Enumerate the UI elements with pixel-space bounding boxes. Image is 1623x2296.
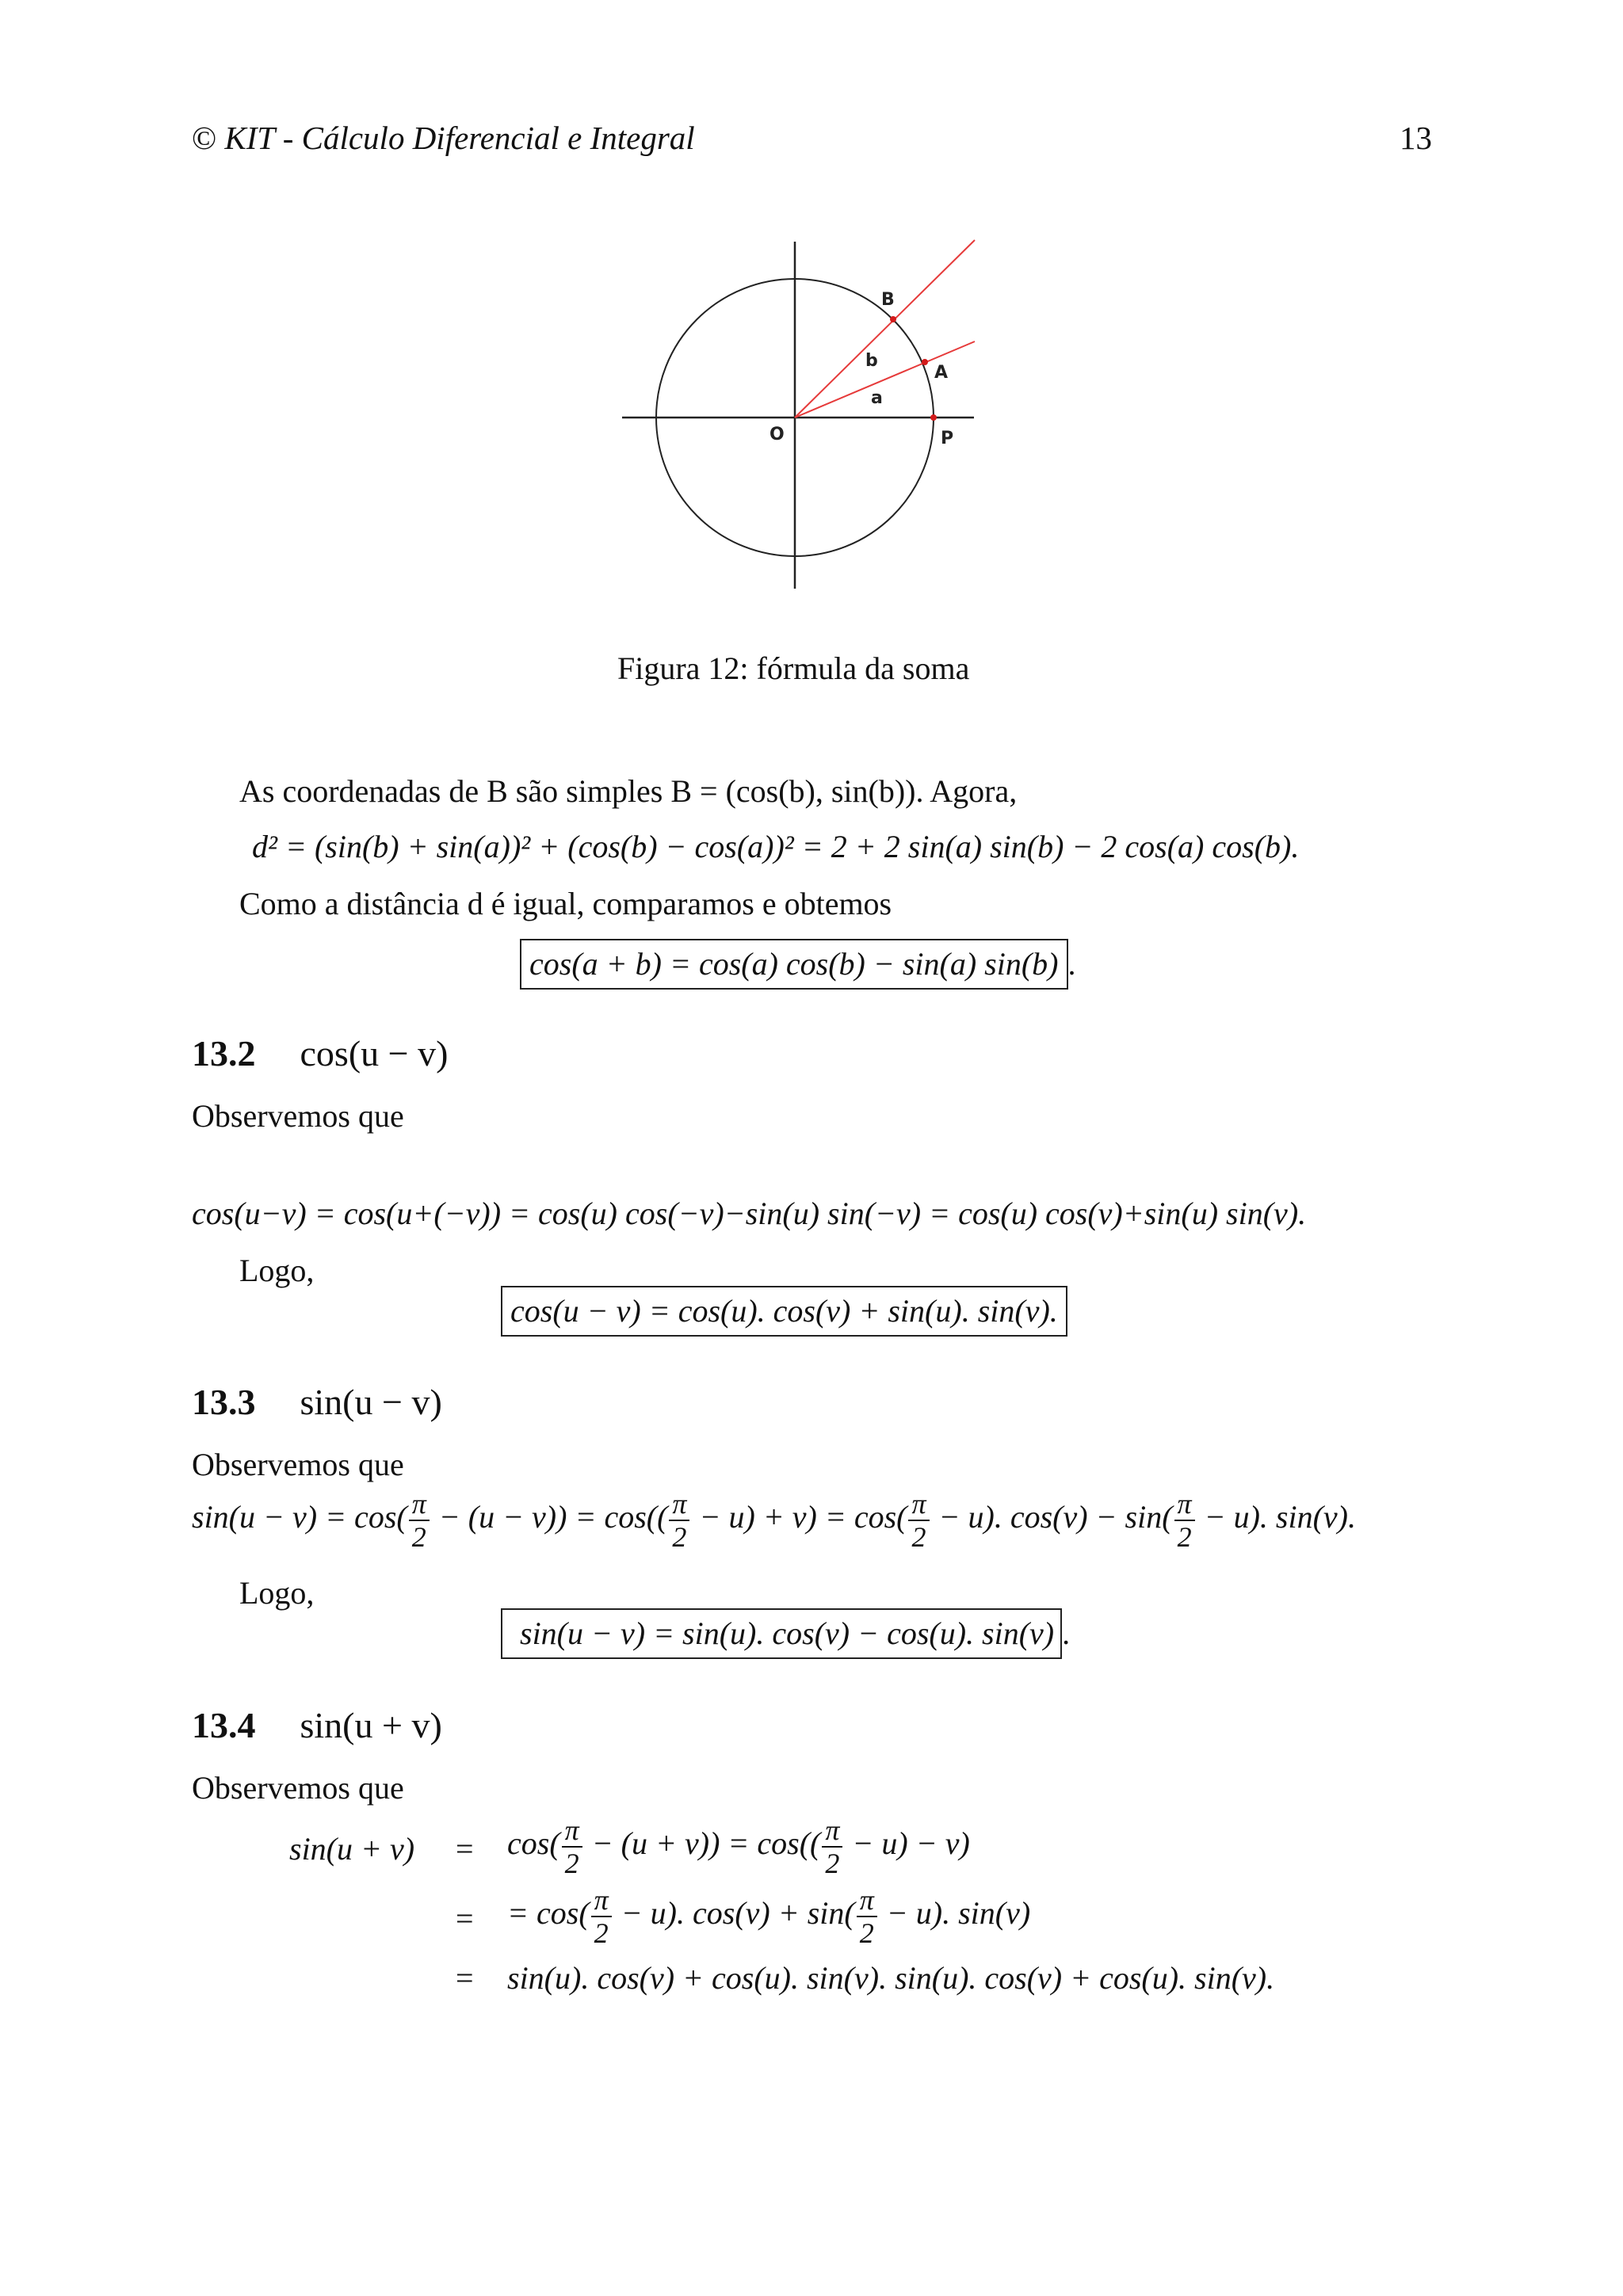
boxed-result-cos-sum: cos(a + b) = cos(a) cos(b) − sin(a) sin(b) — [520, 939, 1068, 990]
boxed-result-cos-diff-wrap — [501, 1286, 1067, 1337]
formula-part: sin(u − v) = cos( — [192, 1499, 407, 1535]
section-number: 13.4 — [192, 1705, 256, 1745]
pi-over-2: $\frac{\pi}{2}$ — [822, 1816, 842, 1878]
distance-formula: d² = (sin(b) + sin(a))² + (cos(b) − cos(a))² = 2 + 2 sin(a) sin(b) − 2 cos(a) cos(b). — [252, 829, 1300, 864]
unit-circle-figure — [614, 234, 995, 598]
formula-part: − u). cos(v) − sin( — [930, 1499, 1173, 1535]
label-p-point: P — [941, 429, 954, 448]
pi-over-2: $\frac{\pi}{2}$ — [857, 1886, 877, 1947]
label-b-point: B — [881, 290, 895, 310]
eqn-row-3: sin(u). cos(v) + cos(u). sin(v). sin(u). cos(v) + cos(u). sin(v). — [507, 1960, 1275, 1996]
boxed-result-cos-diff: cos(u − v) = cos(u). cos(v) + sin(u). sin(v). — [501, 1286, 1067, 1337]
section-intro: Observemos que — [192, 1098, 404, 1134]
section-title: sin(u − v) — [300, 1382, 442, 1422]
point-a — [922, 359, 928, 365]
paragraph-compare: Como a distância d é igual, comparamos e obtemos — [239, 886, 892, 921]
section-title: sin(u + v) — [300, 1705, 442, 1745]
eqn-row-2: = cos( $\frac{\pi}{2}$ − u). cos(v) + sin( $\frac{\pi}{2}$ − u). sin(v) — [507, 1884, 1031, 1949]
pi-over-2: $\frac{\pi}{2}$ — [591, 1886, 612, 1947]
eqn-row-1: cos( $\frac{\pi}{2}$ − (u + v)) = cos(( $\frac{\pi}{2}$ − u) − v) — [507, 1814, 970, 1879]
section-number: 13.3 — [192, 1382, 256, 1422]
section-heading-13-4 — [192, 1703, 442, 1747]
pi-over-2: $\frac{\pi}{2}$ — [409, 1489, 430, 1551]
running-header — [192, 119, 695, 158]
logo-label: Logo, — [239, 1253, 315, 1288]
section-heading-13-3 — [192, 1380, 442, 1424]
figure-caption: Figura 12: fórmula da soma — [617, 650, 970, 686]
eqn-sign: = — [456, 1960, 474, 1996]
formula-part: − u). sin(v). — [1196, 1499, 1356, 1535]
label-angle-a: a — [871, 388, 883, 408]
pi-over-2: $\frac{\pi}{2}$ — [1174, 1489, 1195, 1551]
eqn-sign: = — [456, 1831, 474, 1867]
section-number: 13.2 — [192, 1033, 256, 1074]
eqn-lhs: sin(u + v) — [289, 1831, 415, 1867]
section-title: cos(u − v) — [300, 1033, 449, 1074]
logo-label: Logo, — [239, 1575, 315, 1611]
copyright-symbol: © — [192, 120, 217, 156]
formula-part: − (u − v)) = cos(( — [430, 1499, 668, 1535]
label-angle-b: b — [865, 351, 878, 371]
pi-over-2: $\frac{\pi}{2}$ — [908, 1489, 929, 1551]
point-p — [930, 414, 937, 421]
ray-b — [795, 240, 975, 418]
eqn-sign: = — [456, 1901, 474, 1936]
section-intro: Observemos que — [192, 1770, 404, 1806]
pi-over-2: $\frac{\pi}{2}$ — [669, 1489, 689, 1551]
boxed-result-cos-sum-wrap — [520, 939, 1076, 990]
boxed-result-sin-diff: sin(u − v) = sin(u). cos(v) − cos(u). sin(v) — [501, 1608, 1062, 1659]
boxed-result-period: . — [1062, 1615, 1071, 1651]
label-origin: O — [769, 425, 785, 444]
section-intro: Observemos que — [192, 1447, 404, 1482]
cos-difference-derivation: cos(u−v) = cos(u+(−v)) = cos(u) cos(−v)−sin(u) sin(−v) = cos(u) cos(v)+sin(u) sin(v). — [192, 1196, 1307, 1231]
boxed-result-sin-diff-wrap — [501, 1608, 1070, 1659]
point-b — [890, 316, 896, 322]
sin-difference-derivation — [192, 1489, 1356, 1551]
section-heading-13-2 — [192, 1032, 448, 1075]
formula-part: − u) + v) = cos( — [691, 1499, 907, 1535]
label-a-point: A — [934, 363, 949, 383]
boxed-result-period: . — [1067, 946, 1076, 982]
pi-over-2: $\frac{\pi}{2}$ — [562, 1816, 582, 1878]
page-number: 13 — [1400, 120, 1432, 156]
paragraph-coordinates: As coordenadas de B são simples B = (cos(b), sin(b)). Agora, — [239, 773, 1018, 809]
header-title: KIT - Cálculo Diferencial e Integral — [224, 120, 695, 156]
